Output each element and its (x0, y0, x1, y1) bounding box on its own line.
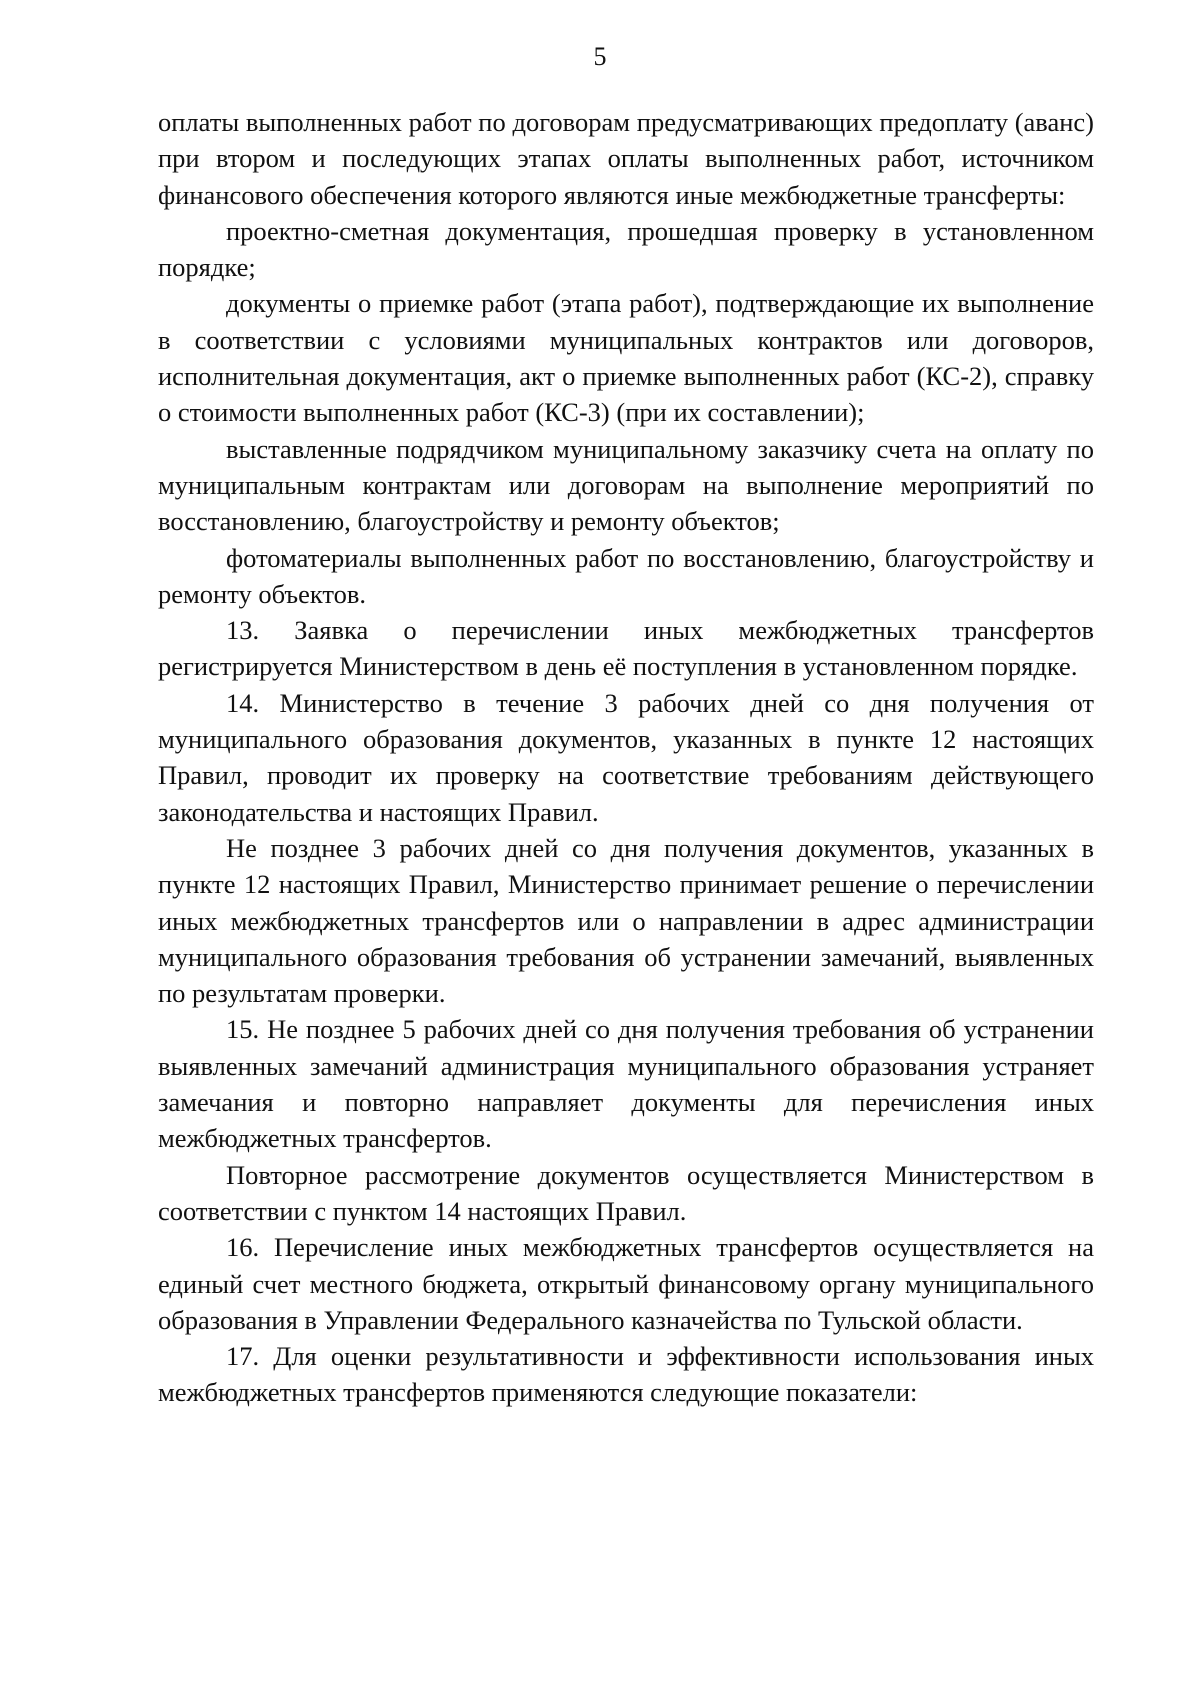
paragraph-clause-16: 16. Перечисление иных межбюджетных трансфертов осуществляется на единый счет местного бюджета, открытый финансовому органу муниципального образования в Управлении Федерального казначейства по Тульской области. (158, 1232, 1094, 1335)
paragraph-photo-materials: фотоматериалы выполненных работ по восстановлению, благоустройству и ремонту объектов. (158, 542, 1094, 609)
paragraph-clause-15: 15. Не позднее 5 рабочих дней со дня получения требования об устранении выявленных замечаний администрация муниципального образования устраняет замечания и повторно направляет документы для перечисления иных межбюджетных трансфертов. (158, 1014, 1094, 1154)
paragraph-clause-14: 14. Министерство в течение 3 рабочих дней со дня получения от муниципального образования документов, указанных в пункте 12 настоящих Правил, проводит их проверку на соответствие требованиям действующего законодательства и настоящих Правил. (158, 687, 1094, 827)
page-number: 5 (593, 42, 607, 71)
paragraph-continuation: оплаты выполненных работ по договорам предусматривающих предоплату (аванс) при втором и последующих этапах оплаты выполненных работ, источником финансового обеспечения которого являются иные межбюджетные трансферты: (158, 107, 1094, 210)
paragraph-clause-17: 17. Для оценки результативности и эффективности использования иных межбюджетных трансфертов применяются следующие показатели: (158, 1341, 1094, 1408)
paragraph-invoices: выставленные подрядчиком муниципальному заказчику счета на оплату по муниципальным контрактам или договорам на выполнение мероприятий по восстановлению, благоустройству и ремонту объектов; (158, 433, 1094, 537)
paragraph-clause-15-review: Повторное рассмотрение документов осуществляется Министерством в соответствии с пунктом 14 настоящих Правил. (158, 1159, 1094, 1226)
paragraph-clause-13: 13. Заявка о перечислении иных межбюджетных трансфертов регистрируется Министерством в день её поступления в установленном порядке. (158, 615, 1094, 682)
paragraph-project-documentation: проектно-сметная документация, прошедшая проверку в установленном порядке; (158, 215, 1094, 283)
document-body (158, 104, 1094, 1411)
paragraph-acceptance-documents: документы о приемке работ (этапа работ), подтверждающие их выполнение в соответствии с условиями муниципальных контрактов или договоров, исполнительная документация, акт о приемке выполненных работ (КС-2), справку о стоимости выполненных работ (КС-3) (при их составлении); (158, 288, 1094, 428)
paragraph-clause-14-decision: Не позднее 3 рабочих дней со дня получения документов, указанных в пункте 12 настоящих Правил, Министерство принимает решение о перечислении иных межбюджетных трансфертов или о направлении в адрес администрации муниципального образования требования об устранении замечаний, выявленных по результатам проверки. (158, 832, 1094, 1009)
